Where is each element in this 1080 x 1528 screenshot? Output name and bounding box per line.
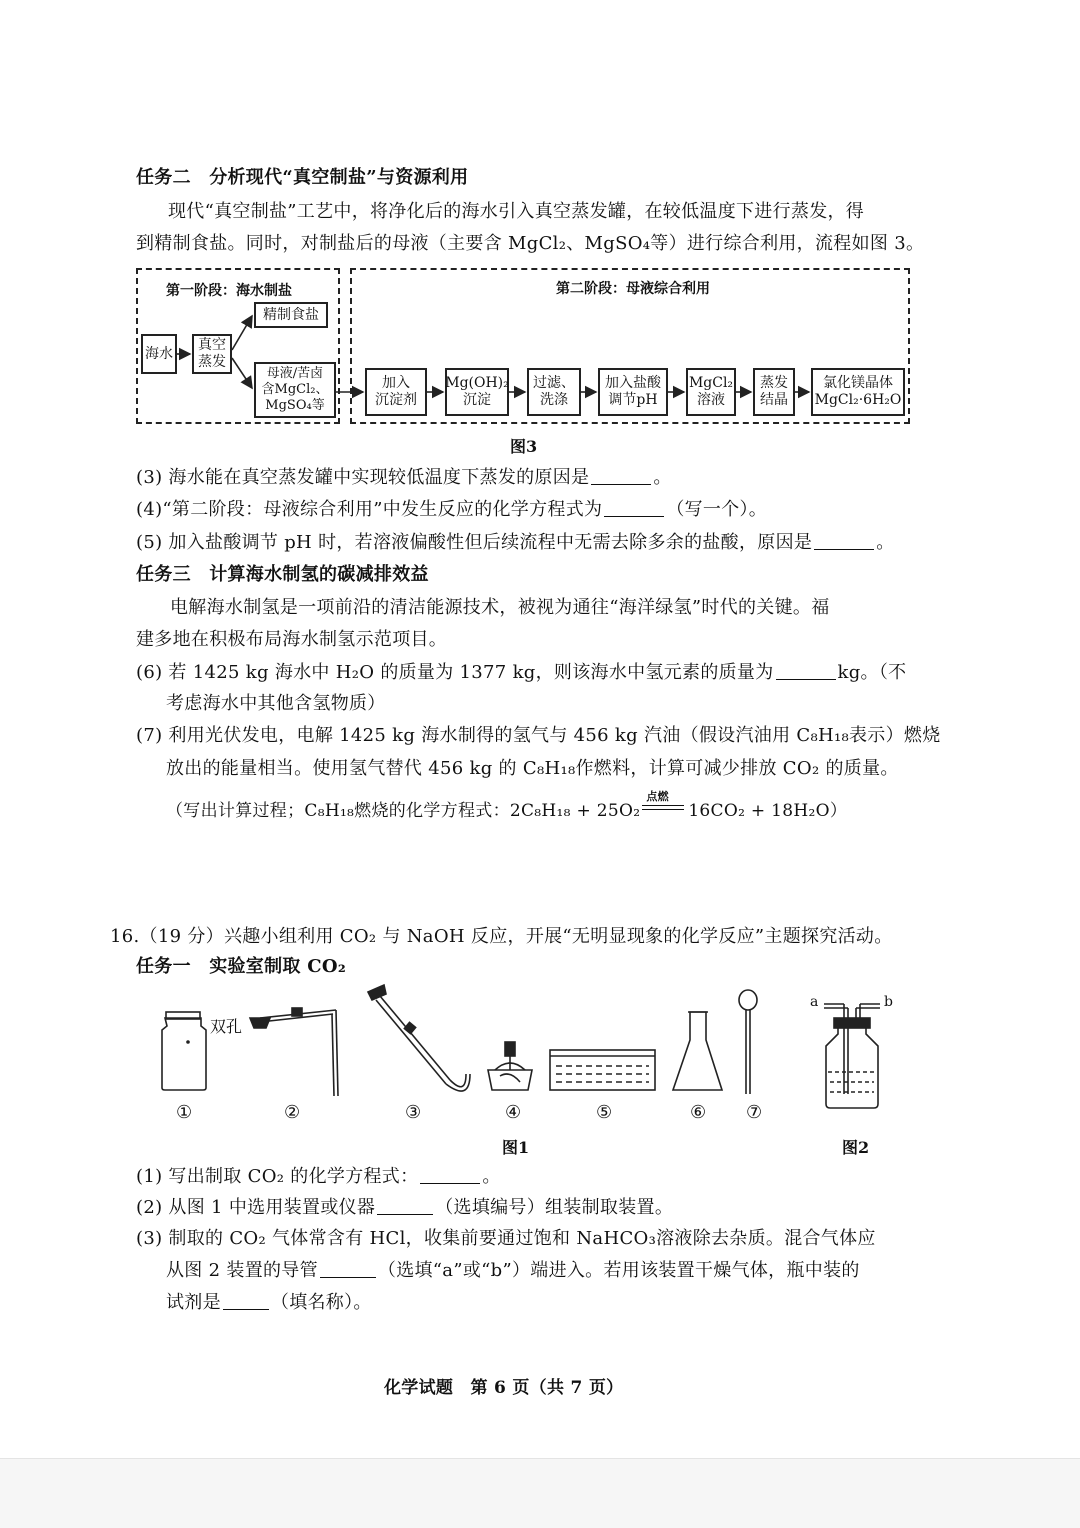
flow-box-text: 蒸发 xyxy=(198,354,226,370)
question-text: (5) 加入盐酸调节 pH 时，若溶液偏酸性但后续流程中无需去除多余的盐酸，原因是 xyxy=(136,532,813,553)
flow-box-text: 精制食盐 xyxy=(263,306,319,323)
flow-box-text: Mg(OH)₂ xyxy=(445,375,509,391)
question-6-line2: 考虑海水中其他含氢物质） xyxy=(166,693,386,714)
question-16-3-line1: (3) 制取的 CO₂ 气体常含有 HCl，收集前要通过饱和 NaHCO₃溶液除去杂质。混合气体应 xyxy=(136,1228,876,1249)
flow-box-text: 沉淀剂 xyxy=(375,392,417,408)
conical-flask-apparatus xyxy=(673,1012,722,1090)
figure3-caption: 图3 xyxy=(510,437,538,456)
question-text: (3) 海水能在真空蒸发罐中实现较低温度下蒸发的原因是 xyxy=(136,467,590,488)
question-text: 从图 2 装置的导管 xyxy=(166,1260,318,1281)
apparatus-number-4: ④ xyxy=(505,1102,522,1123)
question-text: 。 xyxy=(482,1166,501,1187)
flow-box-text: MgCl₂·6H₂O xyxy=(814,392,902,408)
apparatus-number-2: ② xyxy=(284,1102,301,1123)
question-7-line1: (7) 利用光伏发电，电解 1425 kg 海水制得的氢气与 456 kg 汽油（假设汽油用 C₈H₁₈表示）燃烧 xyxy=(136,725,941,746)
task2-paragraph-line2: 到精制食盐。同时，对制盐后的母液（主要含 MgCl₂、MgSO₄等）进行综合利用，流程如图 3。 xyxy=(136,233,925,254)
apparatus-number-1: ① xyxy=(176,1102,193,1123)
flow-box-text: 洗涤 xyxy=(540,392,568,408)
task3-heading: 任务三 计算海水制氢的碳减排效益 xyxy=(136,564,429,585)
flow-box-text: 沉淀 xyxy=(463,392,491,408)
answer-blank[interactable] xyxy=(223,1295,269,1310)
question-text: （选填“a”或“b”）端进入。若用该装置干燥气体，瓶中装的 xyxy=(377,1260,860,1281)
answer-blank[interactable] xyxy=(320,1263,376,1278)
bent-tube-apparatus xyxy=(250,1008,338,1096)
flow-box-text: 加入 xyxy=(382,375,410,391)
question-text: （选填编号）组装制取装置。 xyxy=(435,1197,674,1218)
page-footer: 化学试题 第 6 页（共 7 页） xyxy=(384,1378,624,1398)
question-text: kg。（不 xyxy=(837,662,907,683)
flow-box-text: 过滤、 xyxy=(533,375,575,391)
label-double-hole-stopper: 双孔 xyxy=(210,1017,243,1036)
question-16-1 xyxy=(136,1165,501,1189)
alcohol-lamp-apparatus xyxy=(488,1042,532,1090)
task3-paragraph-line1: 电解海水制氢是一项前沿的清洁能源技术，被视为通往“海洋绿氢”时代的关键。福 xyxy=(170,597,830,618)
water-trough-apparatus xyxy=(550,1050,655,1090)
flow-box-text: 溶液 xyxy=(697,392,725,408)
question-16-3-line3 xyxy=(166,1291,372,1315)
flow-box-text: 海水 xyxy=(145,345,173,362)
question-text: (1) 写出制取 CO₂ 的化学方程式： xyxy=(136,1166,419,1187)
thistle-funnel-apparatus xyxy=(739,990,757,1094)
question-text: 。 xyxy=(653,467,672,488)
question-text: （填名称）。 xyxy=(270,1292,372,1313)
question-text: (2) 从图 1 中选用装置或仪器 xyxy=(136,1197,376,1218)
stage1-title: 第一阶段：海水制盐 xyxy=(166,283,292,299)
flow-box-text: 含MgCl₂、 xyxy=(261,382,329,397)
question-text: (4)“第二阶段：母液综合利用”中发生反应的化学方程式为 xyxy=(136,499,603,520)
figure1-caption: 图1 xyxy=(502,1138,530,1157)
question-16-3-line2 xyxy=(166,1259,860,1283)
j-tube-apparatus xyxy=(368,985,470,1091)
task2-heading: 任务二 分析现代“真空制盐”与资源利用 xyxy=(136,167,469,188)
apparatus-number-6: ⑥ xyxy=(690,1102,707,1123)
page-bottom-edge xyxy=(0,1458,1080,1528)
question-7-line2: 放出的能量相当。使用氢气替代 456 kg 的 C₈H₁₈作燃料，计算可减少排放 CO₂ 的质量。 xyxy=(166,758,899,779)
apparatus-number-5: ⑤ xyxy=(596,1102,613,1123)
flow-box-text: 真空 xyxy=(198,337,226,353)
hint-text: （写出计算过程；C₈H₁₈燃烧的化学方程式：2C₈H₁₈ + 25O₂ xyxy=(166,801,641,821)
flow-box-text: 调节pH xyxy=(608,392,658,408)
flow-box-text: 氯化镁晶体 xyxy=(823,375,893,391)
question-16-intro: 16.（19 分）兴趣小组利用 CO₂ 与 NaOH 反应，开展“无明显现象的化学反应”主题探究活动。 xyxy=(110,926,893,947)
question-text: （写一个）。 xyxy=(666,499,768,520)
flow-box-text: 加入盐酸 xyxy=(605,375,661,391)
answer-blank[interactable] xyxy=(420,1169,480,1184)
apparatus-number-3: ③ xyxy=(405,1102,422,1123)
bottle-apparatus xyxy=(162,1012,206,1090)
reaction-condition: 点燃 xyxy=(646,790,669,803)
gas-washing-bottle-apparatus xyxy=(824,1004,880,1108)
task3-paragraph-line2: 建多地在积极布局海水制氢示范项目。 xyxy=(136,629,448,650)
question-text: 试剂是 xyxy=(166,1292,221,1313)
flow-box-text: MgCl₂ xyxy=(688,375,734,391)
stage2-title: 第二阶段：母液综合利用 xyxy=(556,281,710,297)
tube-label-a: a xyxy=(810,994,819,1010)
tube-label-b: b xyxy=(884,994,893,1010)
question-16-2 xyxy=(136,1196,673,1220)
flow-box-text: 结晶 xyxy=(760,392,788,408)
task1-heading: 任务一 实验室制取 CO₂ xyxy=(136,956,347,977)
flow-box-text: MgSO₄等 xyxy=(265,398,325,413)
question-text: 。 xyxy=(876,532,895,553)
figure2-caption: 图2 xyxy=(842,1138,870,1157)
flow-box-text: 蒸发 xyxy=(760,375,788,391)
task2-paragraph-line1: 现代“真空制盐”工艺中，将净化后的海水引入真空蒸发罐，在较低温度下进行蒸发，得 xyxy=(168,201,865,222)
question-text: (6) 若 1425 kg 海水中 H₂O 的质量为 1377 kg，则该海水中氢元素的质量为 xyxy=(136,662,774,683)
answer-blank[interactable] xyxy=(377,1200,433,1215)
hint-text: 16CO₂ + 18H₂O） xyxy=(688,801,848,821)
apparatus-number-7: ⑦ xyxy=(746,1102,763,1123)
flow-box-text: 母液/苦卤 xyxy=(266,366,324,381)
